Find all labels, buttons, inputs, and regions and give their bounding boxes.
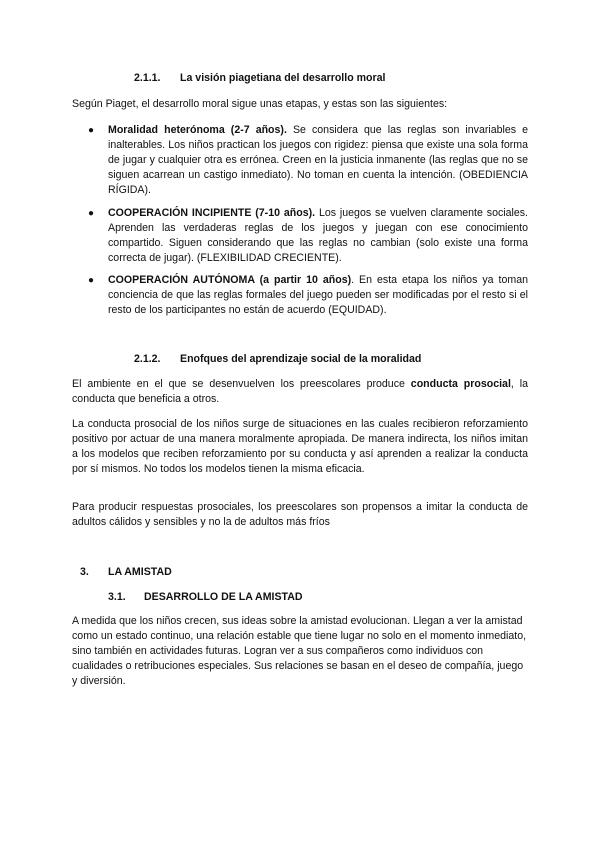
heading-number: 2.1.1. — [134, 72, 161, 84]
bold-term: conducta prosocial — [410, 378, 511, 390]
heading-number: 2.1.2. — [134, 353, 161, 365]
heading-2-1-1 — [134, 71, 385, 86]
heading-title: Enofques del aprendizaje social de la moralidad — [180, 353, 422, 365]
stage-title: Moralidad heterónoma (2-7 años). — [108, 124, 287, 136]
intro-paragraph: Según Piaget, el desarrollo moral sigue unas etapas, y estas son las siguientes: — [72, 98, 448, 110]
paragraph-producir: Para producir respuestas prosociales, los preescolares son propensos a imitar la conducta de adultos cálidos y sensibles y no la de adultos más fríos — [72, 501, 528, 528]
stage-title: COOPERACIÓN AUTÓNOMA (a partir 10 años) — [108, 274, 352, 286]
heading-number: 3.1. — [108, 591, 126, 603]
heading-2-1-2 — [134, 352, 421, 367]
heading-3-1 — [108, 590, 303, 605]
paragraph-conducta-prosocial: La conducta prosocial de los niños surge de situaciones en las cuales recibieron reforzamiento positivo por actuar de una manera moralmente apropiada. De manera indirecta, los niños imitan a los modelos que reciben reforzamiento por su conducta y así aprenden a realizar la conducta por sí mismos. No todos los modelos tienen la misma eficacia. — [72, 418, 528, 475]
heading-number: 3. — [80, 566, 89, 578]
text-run: El ambiente en el que se desenvuelven los preescolares produce — [72, 378, 411, 390]
bullet-icon: ● — [88, 275, 95, 286]
heading-title: LA AMISTAD — [108, 566, 172, 578]
list-item-heteronoma — [88, 123, 529, 198]
stage-description: Se considera que las reglas son invariables e inalterables. Los niños practican los juegos con rigidez: piensa que existe una sola forma de jugar y cualquier otra es errónea. Creen en la justicia inmanente (las reglas que no se siguen acarrean un castigo inmediato). No toman en cuenta la intención. (OBEDIENCIA RÍGIDA). — [108, 124, 529, 196]
paragraph-ambiente — [72, 377, 528, 407]
list-item-incipiente — [88, 206, 528, 266]
stage-description: Los juegos se vuelven claramente sociales. Aprenden las verdaderas reglas de los juegos y juegan con ese conocimiento compartido. Siguen considerando que las reglas no cambian (solo existe una forma correcta de jugar). (FLEXIBILIDAD CRECIENTE). — [108, 207, 528, 264]
heading-3 — [80, 565, 172, 580]
heading-title: La visión piagetiana del desarrollo moral — [180, 72, 386, 84]
text-run: , la conducta que beneficia a otros. — [72, 378, 528, 405]
bullet-icon: ● — [88, 125, 95, 136]
list-item-autonoma — [88, 273, 528, 318]
stage-title: COOPERACIÓN INCIPIENTE (7-10 años). — [108, 207, 316, 219]
stage-description: . En esta etapa los niños ya toman conciencia de que las reglas formales del juego pueden ser modificadas por el resto si el resto de los participantes no están de acuerdo (EQUIDAD). — [108, 274, 528, 316]
paragraph-amistad: A medida que los niños crecen, sus ideas sobre la amistad evolucionan. Llegan a ver la amistad como un estado continuo, una relación estable que tiene lugar no solo en el momento inmediato, sino también en actividades futuras. Logran ver a sus compañeros como individuos con cualidades o retribuciones especiales. Sus relaciones se basan en el deseo de compañía, juego y diversión. — [72, 615, 527, 687]
bullet-icon: ● — [88, 208, 95, 219]
heading-title: DESARROLLO DE LA AMISTAD — [144, 591, 303, 603]
